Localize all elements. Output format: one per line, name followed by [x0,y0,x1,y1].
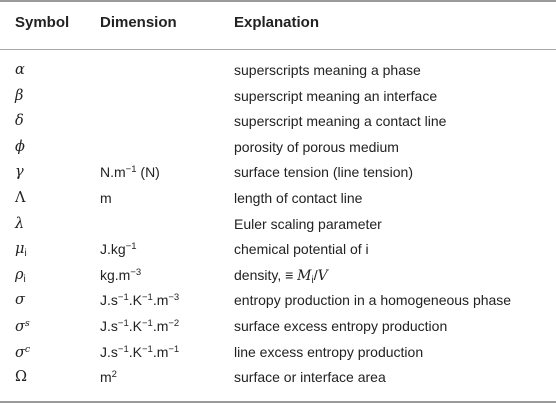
symbol-cell: $\sigma^c$ [15,343,31,361]
dimension-cell: $J.s^{-1}.K^{-1}.m^{-2}$ [100,317,180,334]
symbol-cell: Ω [15,369,28,386]
symbol-cell: σ [15,292,25,309]
table-row [0,160,556,186]
explanation-cell: length of contact line [234,189,363,206]
explanation-cell: porosity of porous medium [234,138,399,155]
explanation-cell: density, ≡ $M_i/V$ [234,266,328,286]
table-row [0,314,556,340]
table-row [0,58,556,84]
table-body [0,58,556,391]
table-row [0,135,556,161]
header-symbol: Symbol [15,14,70,31]
table-row [0,263,556,289]
explanation-cell: entropy production in a homogeneous phase [234,292,512,309]
dimension-cell: $J.kg^{-1}$ [100,241,137,258]
table-row [0,186,556,212]
symbol-cell: β [15,87,24,104]
explanation-cell: superscripts meaning a phase [234,62,421,78]
header-row [0,14,556,34]
symbol-cell: $\rho_i$ [15,266,26,285]
explanation-cell: superscript meaning an interface [234,87,438,104]
explanation-cell: surface excess entropy production [234,317,448,334]
dimension-cell: $J.s^{-1}.K^{-1}.m^{-1}$ [100,343,180,360]
explanation-cell: Euler scaling parameter [234,215,382,232]
explanation-cell: surface tension (line tension) [234,164,413,181]
symbol-cell: $\sigma^s$ [15,317,30,335]
symbol-cell: $\mu_i$ [15,241,27,260]
dimension-cell: $kg.m^{-3}$ [100,266,142,283]
symbol-cell: Λ [15,189,26,206]
top-rule [0,0,556,2]
header-explanation: Explanation [234,14,320,31]
table-row [0,84,556,110]
table-row [0,365,556,391]
table-row [0,109,556,135]
dimension-cell: $N.m^{-1}$ (N) [100,164,160,181]
explanation-cell: superscript meaning a contact line [234,113,447,130]
table-row [0,237,556,263]
explanation-cell: line excess entropy production [234,343,424,360]
explanation-cell: surface or interface area [234,369,386,386]
symbol-cell: γ [15,164,24,181]
explanation-cell: chemical potential of i [234,241,369,258]
symbol-cell: λ [15,215,25,232]
symbol-cell: δ [15,113,24,130]
symbol-cell: ϕ [15,138,25,155]
dimension-cell: $m^2$ [100,369,117,386]
symbol-cell: α [15,62,25,78]
header-rule [0,49,556,50]
dimension-cell: m [100,189,112,206]
header-dimension: Dimension [100,14,177,31]
table-row [0,212,556,238]
table-row [0,340,556,366]
dimension-cell: $J.s^{-1}.K^{-1}.m^{-3}$ [100,292,180,309]
table-row [0,288,556,314]
